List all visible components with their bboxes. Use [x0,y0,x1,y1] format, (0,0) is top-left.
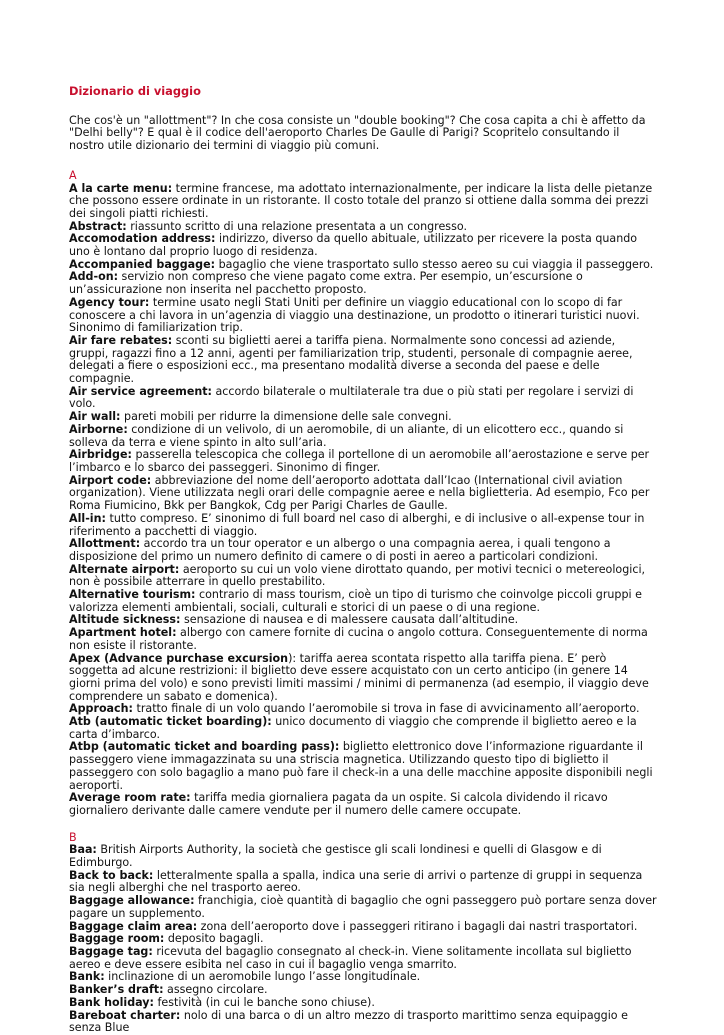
glossary-entry [69,513,657,538]
entry-term: Accompanied baggage: [69,257,216,271]
entry-definition: bagaglio che viene trasportato sullo stesso aereo su cui viaggia il passeggero. [215,257,654,271]
glossary-entry [69,475,657,513]
entry-definition: contrario di mass tourism, cioè un tipo di turismo che coinvolge piccoli gruppi e valorizza elementi ambientali, sociali, culturali e storici di un paese o di una regione. [69,588,642,614]
entry-term: Air fare rebates: [69,333,173,347]
entry-term: Baggage room: [69,932,165,946]
entry-definition: zona dell’aeroporto dove i passeggeri ritirano i bagagli dai nastri trasportatori. [197,919,638,933]
glossary-entry [69,564,657,589]
entry-term: Back to back: [69,868,154,882]
entry-definition: indirizzo, diverso da quello abituale, utilizzato per ricevere la posta quando uno è lontano dal proprio luogo di residenza. [69,232,638,259]
entry-term: Alternate airport: [69,562,180,576]
glossary-entry [69,297,657,335]
glossary-entry [69,233,657,258]
glossary-entry [69,741,657,792]
entry-term: Airport code: [69,473,152,487]
glossary-entry [69,792,657,817]
entry-definition: sensazione di nausea e di malessere causata dall’altitudine. [180,613,519,627]
entry-definition: accordo bilaterale o multilaterale tra due o più stati per regolare i servizi di volo. [69,384,634,411]
glossary-entry [69,335,657,386]
intro-paragraph: Che cos'è un "allottment"? In che cosa consiste un "double booking"? Che cosa capita a chi è affetto da "Delhi belly"? E qual è il codice dell'aeroporto Charles De Gaulle di Parigi? Scopritelo consultando il nostro utile dizionario dei termini di viaggio più comuni. [69,113,646,153]
glossary-entry [69,627,657,652]
entry-definition: franchigia, cioè quantità di bagaglio che ogni passeggero può portare senza dover pagare un supplemento. [69,894,657,920]
glossary-entry [69,183,657,221]
entry-term: Air wall: [69,410,121,424]
entry-definition: deposito bagagli. [164,932,264,946]
entry-definition: albergo con camere fornite di cucina o angolo cottura. Conseguentemente di norma non esiste il ristorante. [69,626,648,652]
glossary-section-a [69,170,657,818]
glossary-entry [69,870,657,895]
entry-term: Add-on: [69,270,119,284]
entry-definition: ): tariffa aerea scontata rispetto alla tariffa piena. E’ però soggetta ad alcune restrizioni: il biglietto deve essere acquistato con un certo anticipo (in genere 14 giorni prima del volo) e sono previsti limiti massimi / minimi di permanenza (ad esempio, il viaggio deve comprendere un sabato e domenica). [69,651,649,703]
entry-term: Approach: [69,702,133,716]
entry-definition: festività (in cui le banche sono chiuse). [153,995,375,1009]
entry-definition: abbreviazione del nome dell’aeroporto adottata dall’Icao (International civil aviation organization). Viene utilizzata negli orari delle compagnie aeree e nella biglietteria. Ad esempio, Fco per Roma Fiumicino, Bkk per Bangkok, Cdg per Parigi Charles de Gaulle. [69,473,650,513]
glossary-entry [69,1010,657,1035]
glossary-section-b [69,832,657,1035]
entry-term: Allottment: [69,537,141,551]
entry-term: Bank holiday: [69,995,154,1009]
entry-definition: accordo tra un tour operator e un albergo o una compagnia aerea, i quali tengono a disposizione del primo un numero definito di camere o di posti in aereo a particolari condizioni. [69,537,611,563]
glossary-entry [69,386,657,411]
entry-term: Airborne: [69,422,128,436]
entry-term: Accomodation address: [69,232,216,246]
entry-definition: servizio non compreso che viene pagato come extra. Per esempio, un’escursione o un’assicurazione non inserita nel pacchetto proposto. [69,270,583,297]
glossary-entry [69,589,657,614]
entry-term: A la carte menu: [69,181,173,195]
entry-definition: inclinazione di un aeromobile lungo l’asse longitudinale. [104,970,421,984]
glossary-entry [69,946,657,971]
entry-definition: British Airports Authority, la società che gestisce gli scali londinesi e quelli di Glasgow e di Edimburgo. [69,843,602,870]
entry-term: Apex (Advance purchase excursion [69,651,289,665]
entry-definition: condizione di un velivolo, di un aeromobile, di un aliante, di un elicottero ecc., quando si solleva da terra e viene spinto in alto sull’aria. [69,422,624,449]
glossary-entry [69,653,657,704]
entry-definition: termine usato negli Stati Uniti per definire un viaggio educational con lo scopo di far conoscere a chi lavora in un’agenzia di viaggio una destinazione, un prodotto o itinerari turistici nuovi. Sinonimo di familiarization trip. [69,295,640,335]
entry-definition: riassunto scritto di una relazione presentata a un congresso. [126,219,467,233]
entry-term: Agency tour: [69,295,150,309]
section-letter: B [69,830,77,844]
entry-term: Bareboat charter: [69,1008,181,1022]
entry-term: Apartment hotel: [69,626,177,640]
entry-definition: termine francese, ma adottato internazionalmente, per indicare la lista delle pietanze che possono essere ordinate in un ristorante. Il costo totale del pranzo si ottiene dalla somma dei prezzi dei singoli piatti richiesti. [69,181,653,220]
glossary-entry [69,895,657,920]
section-letter: A [69,168,77,182]
glossary-entry [69,538,657,563]
entry-term: Atbp (automatic ticket and boarding pass): [69,740,340,754]
glossary [69,170,657,1035]
glossary-entry [69,424,657,449]
entry-term: Baggage claim area: [69,919,198,933]
entry-definition: sconti su biglietti aerei a tariffa piena. Normalmente sono concessi ad aziende, gruppi, ragazzi fino a 12 anni, agenti per familiarization trip, studenti, personale di compagnie aeree, delegati a fiere o esposizioni ecc., ma presentano modalità diverse a seconda del paese e delle compagnie. [69,333,633,386]
entry-definition: nolo di una barca o di un altro mezzo di trasporto marittimo senza equipaggio e senza Blue [69,1008,628,1035]
entry-definition: tutto compreso. E’ sinonimo di full board nel caso di alberghi, e di inclusive o all-expense tour in riferimento a pacchetti di viaggio. [69,511,645,538]
entry-definition: passerella telescopica che collega il portellone di un aeromobile all’aerostazione e serve per l’imbarco e lo sbarco dei passeggeri. Sinonimo di finger. [69,448,650,474]
entry-definition: tratto finale di un volo quando l’aeromobile si trova in fase di avvicinamento all’aeroporto. [132,702,640,716]
entry-term: Alternative tourism: [69,588,196,602]
entry-definition: assegno circolare. [163,983,268,997]
entry-definition: pareti mobili per ridurre la dimensione delle sale convegni. [120,410,452,424]
entry-term: Airbridge: [69,448,132,462]
entry-term: Baggage tag: [69,945,153,958]
entry-definition: letteralmente spalla a spalla, indica una serie di arrivi o partenze di gruppi in sequenza sia negli alberghi che nel trasporto aereo. [69,868,643,895]
entry-term: Bank: [69,970,105,984]
entry-definition: aeroporto su cui un volo viene dirottato quando, per motivi tecnici o metereologici, non è possibile atterrare in quello prestabilito. [69,562,646,589]
glossary-entry [69,449,657,474]
glossary-entry [69,716,657,741]
entry-term: Baa: [69,843,97,857]
entry-definition: biglietto elettronico dove l’informazione riguardante il passeggero viene immagazzinata su una striscia magnetica. Utilizzando questo tipo di biglietto il passeggero con solo bagaglio a mano può fare il check-in a una delle macchine apposite disponibili negli aeroporti. [69,740,653,792]
entry-term: Banker’s draft: [69,983,164,997]
entry-term: Atb (automatic ticket boarding): [69,715,272,729]
entry-definition: unico documento di viaggio che comprende il biglietto aereo e la carta d’imbarco. [69,715,637,741]
entry-term: Baggage allowance: [69,894,195,908]
entry-term: All-in: [69,511,106,525]
glossary-entry [69,271,657,296]
page-title: Dizionario di viaggio [69,84,201,98]
entry-definition: tariffa media giornaliera pagata da un ospite. Si calcola dividendo il ricavo giornaliero derivante dalle camere vendute per il numero delle camere occupate. [69,791,608,817]
entry-term: Altitude sickness: [69,613,181,627]
entry-term: Average room rate: [69,791,191,805]
entry-definition: ricevuta del bagaglio consegnato al check-in. Viene solitamente incollata sul biglietto aereo e deve essere esibita nel caso in cui il bagaglio venga smarrito. [69,945,632,971]
entry-term: Abstract: [69,219,127,233]
glossary-entry [69,844,657,869]
entry-term: Air service agreement: [69,384,212,398]
document-body [69,85,657,1035]
